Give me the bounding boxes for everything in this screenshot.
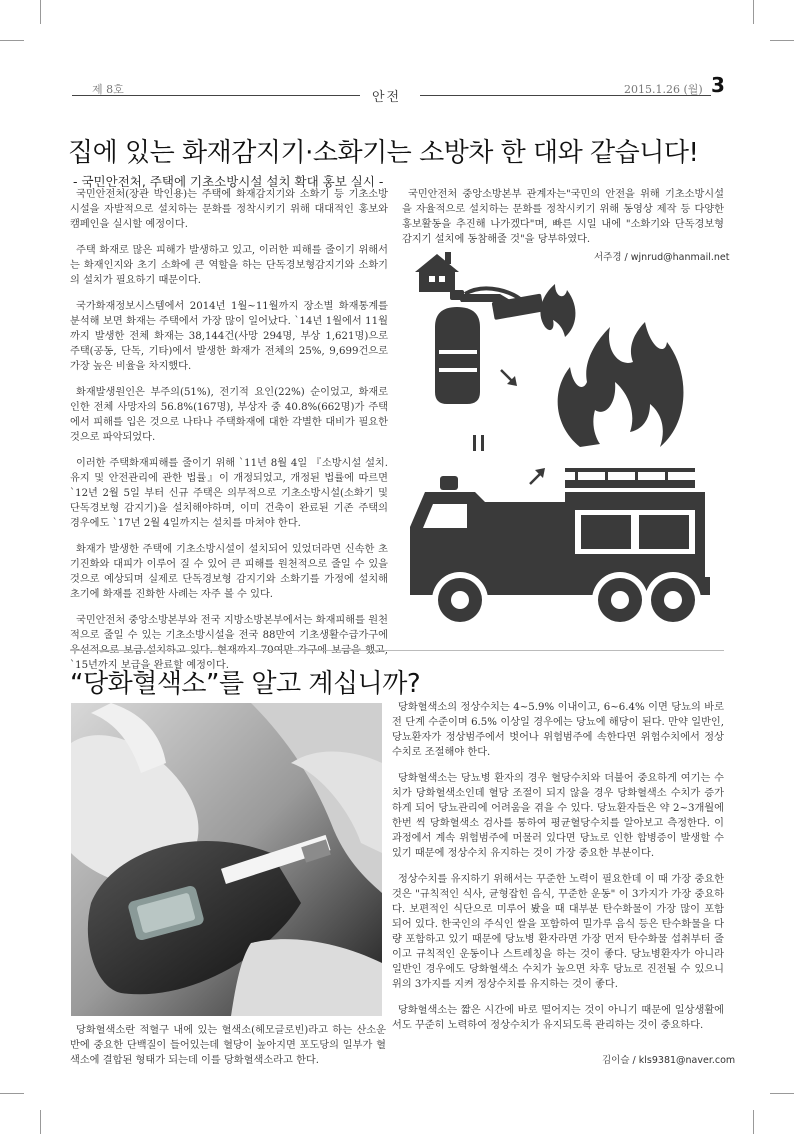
byline: 김이슬 / kls9381@naver.com [602,1055,736,1066]
article-body [392,700,724,1044]
paragraph: 국민안전처 중앙소방본부 관계자는"국민의 안전을 위해 기초소방시설을 자율적으로 설치하는 문화를 정착시키기 위해 동영상 제작 등 다양한 홍보활동을 추진해 나가겠다"며, 빠른 시일 내에 "소화기와 단독경보형 감지기 설치에 동참해줄 것"을 당부하였다. [402,189,724,245]
paragraph: 국민안전처 중앙소방본부와 전국 지방소방본부에서는 화재피해를 원천적으로 줄일 수 있는 기초소방시설을 전국 88만여 기초생활수급가구에 `15년까지 보급을 완료할 예정이다. [70,615,388,671]
page-number: 3 [711,73,725,97]
crop-mark [0,1093,24,1094]
crop-mark [770,40,794,41]
paragraph: 당화혈색소는 당뇨병 환자의 경우 혈당수치와 더불어 중요하게 여기는 수치가 당화혈색소인데 혈당 조절이 되지 않을 경우 당화혈색소 수치가 증가하게 되어 당뇨관리에 어려움을 겪을 수 있다. 당뇨환자들은 약 2~3개월에 한번 씩 당화혈색소 검사를 통하여 평균혈당수치를 알아보고 측정한다. 이 과정에서 계속 위험범주에 머물러 있다면 당뇨로 인한 합병증이 발생할 수 있기 때문에 정상수치 유지하는 것이 가장 중요한 부분이다. [392,773,724,859]
crop-mark [770,1093,794,1094]
paragraph: 당화혈색소의 정상수치는 4~5.9% 이내이고, 6~6.4% 이면 당뇨의 바로 전 단계 수준이며 6.5% 이상일 경우에는 당뇨에 해당이 된다. 만약 일반인, 당뇨환자가 정상범주에서 벗어나 위험범주에 속한다면 위험수치에서 정상수치로 조절해야 한다. [392,702,724,758]
crop-mark [753,1110,754,1134]
crop-mark [40,1110,41,1134]
paragraph: 주택 화재로 많은 피해가 발생하고 있고, 이러한 피해를 줄이기 위해서는 화재인지와 초기 소화에 큰 역할을 하는 단독경보형감지기와 소화기의 설치가 필요하기 때문이다. [70,245,388,286]
equals-icon [473,435,484,451]
crop-mark [0,40,24,41]
issue-date: 2015.1.26 (월) [624,83,703,96]
paragraph: 이러한 주택화재피해를 줄이기 위해 `11년 8월 4일 『소방시설 설치.유지 및 안전관리에 관한 법률』이 개정되었고, 개정된 법률에 따르면 `12년 2월 5일 부터 신규 주택은 의무적으로 기초소방시설(소화기 및 단독경보형 감지기)을 설치해야하며, 이미 건축이 완료된 기존 주택의 경우에도 `17년 2월 4일까지는 설치를 마쳐야 한다. [70,458,388,529]
paragraph: 정상수치를 유지하기 위해서는 꾸준한 노력이 필요한데 이 때 가장 중요한 것은 "규칙적인 식사, 균형잡힌 음식, 꾸준한 운동" 이 3가지가 가장 중요하다. 보편적인 식단으로 미루어 봤을 때 대부분 탄수화물이 가장 많이 포함 되어 있다. 한국인의 주식인 쌀을 포함하여 밀가루 음식 등은 탄수화물을 다량 포함하고 있기 때문에 당뇨병 환자라면 가장 먼저 탄수화물 섭취부터 줄이고 규칙적인 운동이나 스트레칭을 하는 것이 좋다. 당뇨병환자가 아니라 일반인 경우에도 당화혈색소 수치가 높으면 차후 당뇨로 진전될 수 있으니 위의 3가지를 지켜 정상수치를 유지하는 것이 좋다. [392,874,724,990]
article-title: 집에 있는 화재감지기·소화기는 소방차 한 대와 같습니다! [68,138,699,168]
paragraph: 당화혈색소는 짧은 시간에 바로 떨어지는 것이 아니기 때문에 일상생활에서도 꾸준히 노력하여 정상수치가 유지되도록 관리하는 것이 중요하다. [392,1005,724,1031]
photo-caption: 당화혈색소란 적혈구 내에 있는 혈색소(헤모글로빈)라고 하는 산소운반에 중요한 단백질이 들어있는데 혈당이 높아지면 포도당의 일부가 혈색소에 결합된 형태가 되는데 이를 당화혈색소라고 한다. [70,1025,386,1066]
issue-number: 제 8호 [92,83,124,96]
flame-icon [540,284,683,447]
section-title: 안전 [372,90,402,105]
paragraph: 국가화재정보시스템에서 2014년 1월~11월까지 장소별 화재통계를 분석해 보면 화재는 주택에서 가장 많이 일어났다. `14년 1월에서 11월까지 발생한 전체 화재는 38,144건(사망 294명, 부상 1,621명)으로 주택(공동, 단독, 기타)에서 발생한 화재가 전체의 25%, 9,699건으로 가장 높은 비율을 차지했다. [70,301,388,372]
article-separator [70,650,724,651]
article-title: “당화혈색소”를 알고 계십니까? [70,669,421,699]
arrow-icon [501,370,545,484]
article-body-left [70,187,388,684]
paragraph: 화재발생원인은 부주의(51%), 전기적 요인(22%) 순이었고, 화재로 인한 전체 사망자의 56.8%(167명), 부상자 중 40.8%(662명)가 주택에서 피해를 입은 것으로 나타나 주택화재에 대한 각별한 대비가 필요한 것으로 파악되었다. [70,387,388,443]
crop-mark [40,0,41,24]
glucose-meter-photo [71,703,382,1016]
house-icon [415,252,459,292]
byline: 서주경 / wjnrud@hanmail.net [594,252,730,263]
fire-extinguisher-icon [435,289,544,404]
crop-mark [753,0,754,24]
fire-truck-icon [410,468,710,628]
fire-safety-illustration [405,232,725,642]
paragraph: 국민안전처(장관 박인용)는 주택에 화재감지기와 소화기 등 기초소방시설을 자발적으로 설치하는 문화를 정착시키기 위해 대대적인 홍보와 캠페인을 실시할 예정이다. [70,189,388,230]
article-subtitle: - 국민안전처, 주택에 기초소방시설 설치 확대 홍보 실시 - [73,174,384,189]
paragraph: 화재가 발생한 주택에 기초소방시설이 설치되어 있었더라면 신속한 초기진화와 대피가 이루어 질 수 있어 큰 피해를 원천적으로 줄일 수 있을 것으로 예상되며 실제로 단독경보형 감지기와 소화기를 가정에 설치해 초기에 화재를 진화한 사례는 자주 볼 수 있다. [70,544,388,600]
